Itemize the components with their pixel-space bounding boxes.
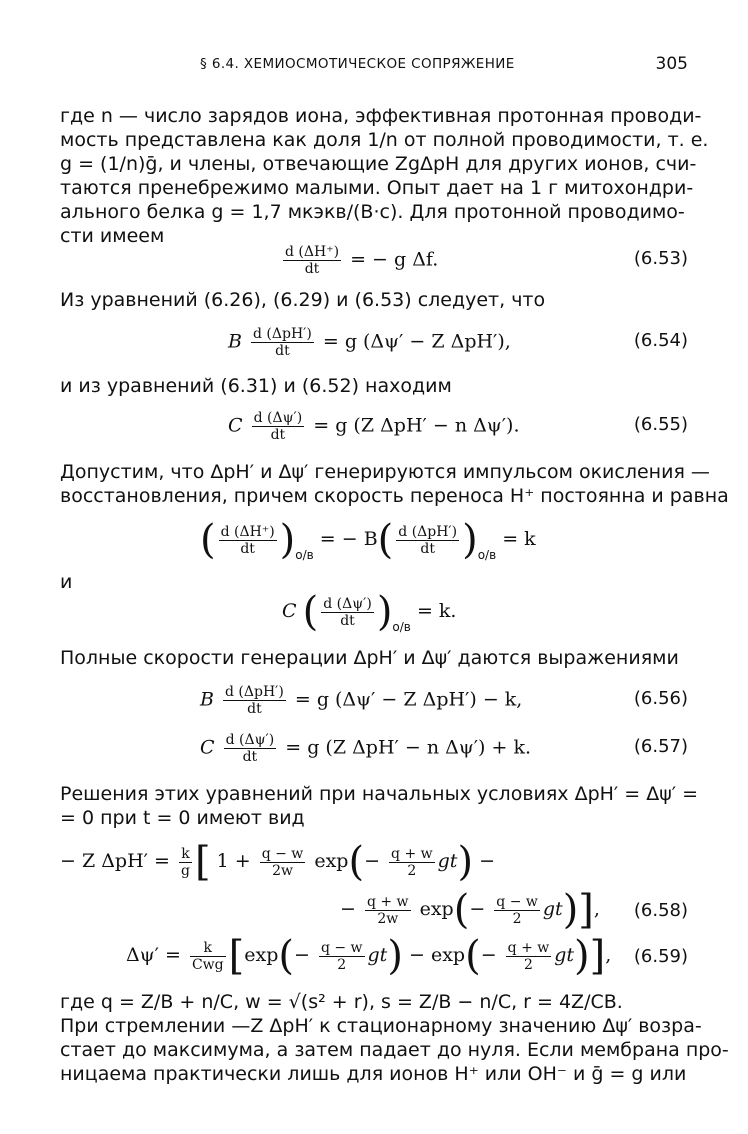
equation-6-59: Δψ′ = $\frac{k}{\text{Cwg}}$ [exp(− $\frac{q - w}{2}$ gt) − exp(− $\frac{q + w}{2}$ gt)], (6.59) (126, 933, 688, 979)
text-line: восстановления, причем скорость переноса H⁺ постоянна и равна (60, 485, 729, 507)
text-line: = 0 при t = 0 имеют вид (60, 807, 305, 829)
fraction: $\frac{q + w}{2w}$ (366, 893, 409, 927)
paragraph-5 (60, 646, 688, 670)
text-line: ницаема практически лишь для ионов H⁺ или OH⁻ и ḡ = g или (60, 1063, 687, 1085)
fraction: $\frac{q - w}{2}$ (496, 893, 538, 927)
fraction: $\frac{q + w}{2}$ (391, 845, 433, 879)
equation-6-56: B $\frac{\text{d (ΔpH′)}}{dt}$ = g (Δψ′ − Z ΔpH′) − k, (6.56) (200, 684, 688, 717)
text-line: Из уравнений (6.26), (6.29) и (6.53) следует, что (60, 289, 546, 311)
fraction: $\frac{d (\Delta\psi')}{dt}$ (253, 410, 303, 443)
connector-word: и (60, 571, 73, 593)
fraction: $\frac{d (\Delta H^+)}{dt}$ (220, 523, 275, 557)
equation-6-58-line1: − Z ΔpH′ = $\frac{k}{g}$ [ 1 + $\frac{q - w}{2w}$ exp(− $\frac{q + w}{2}$ gt) − (60, 839, 496, 885)
text-line: g = (1/n)ḡ, и члены, отвечающие ZgΔpH для других ионов, счи- (60, 153, 697, 175)
equation-number: (6.54) (633, 330, 688, 351)
text-line: ального белка g = 1,7 мкэкв/(В·с). Для протонной проводимо- (60, 201, 685, 223)
equation-number: (6.56) (633, 688, 688, 709)
paragraph-6 (60, 782, 699, 830)
fraction: $\frac{d (\Delta\psi')}{dt}$ (323, 595, 372, 629)
equation-6-54: B $\frac{\text{d (ΔpH′)}}{dt}$ = g (Δψ′ − Z ΔpH′), (6.54) (228, 326, 688, 359)
equation-number: (6.59) (633, 946, 688, 967)
equation-ob-1: ( $\frac{d (\Delta H^+)}{dt}$ )$_{о/в}$ = − B( $\frac{\text{d (ΔpH′)}}{dt}$ )$_{о/в} = k$ (200, 517, 536, 563)
text-line: таются пренебрежимо малыми. Опыт дает на 1 г митохондри- (60, 177, 694, 199)
fraction: $\frac{\text{d (ΔpH′)}}{dt}$ (253, 326, 312, 359)
fraction: $\frac{\text{d (ΔpH′)}}{dt}$ (398, 523, 458, 557)
equation-number: (6.58) (633, 900, 688, 921)
text-line: Решения этих уравнений при начальных условиях ΔpH′ = Δψ′ = (60, 783, 699, 805)
fraction: $\frac{d (\Delta H^+)}{dt}$ (285, 244, 340, 277)
paragraph-2 (60, 288, 688, 312)
text-line: При стремлении —Z ΔpH′ к стационарному значению Δψ′ возра- (60, 1015, 702, 1037)
equation-6-55: C $\frac{d (\Delta\psi')}{dt}$ = g (Z ΔpH′ − n Δψ′). (6.55) (228, 410, 688, 443)
text-line: сти имеем (60, 225, 165, 247)
equation-number: (6.55) (633, 414, 688, 435)
paragraph-1 (60, 104, 709, 248)
fraction: $\frac{k}{g}$ (180, 845, 190, 879)
fraction: $\frac{d (\Delta\psi')}{dt}$ (225, 732, 275, 765)
equation-ob-2: C ( $\frac{d (\Delta\psi')}{dt}$ )$_{о/в} = k$. (282, 589, 457, 635)
equation-6-58-line2: − $\frac{q + w}{2w}$ exp(− $\frac{q - w}{2}$ gt)], (6.58) (340, 887, 688, 933)
fraction: $\frac{q - w}{2w}$ (261, 845, 304, 879)
text-line: стает до максимума, а затем падает до нуля. Если мембрана про- (60, 1039, 729, 1061)
paragraph-7 (60, 990, 729, 1086)
text-line: где q = Z/B + n/C, w = √(s² + r), s = Z/B − n/C, r = 4Z/CB. (60, 991, 623, 1013)
fraction: $\frac{q - w}{2}$ (320, 939, 363, 973)
equation-6-57: C $\frac{d (\Delta\psi')}{dt}$ = g (Z ΔpH′ − n Δψ′) + k. (6.57) (200, 732, 688, 765)
text-line: Полные скорости генерации ΔpH′ и Δψ′ даются выражениями (60, 647, 679, 669)
section-title: § 6.4. ХЕМИОСМОТИЧЕСКОЕ СОПРЯЖЕНИЕ (200, 56, 515, 72)
page-number: 305 (655, 54, 688, 74)
equation-6-53: $\frac{d (\Delta H^+)}{dt}$ = − g Δf. (6.53) (285, 244, 688, 277)
text-line: и из уравнений (6.31) и (6.52) находим (60, 375, 452, 397)
fraction: $\frac{q + w}{2}$ (507, 939, 550, 973)
equation-number: (6.53) (633, 248, 688, 269)
fraction: $\frac{\text{d (ΔpH′)}}{dt}$ (225, 684, 284, 717)
fraction: $\frac{k}{\text{Cwg}}$ (191, 939, 224, 973)
paragraph-4 (60, 460, 729, 508)
paragraph-3 (60, 374, 688, 398)
equation-number: (6.57) (633, 736, 688, 757)
text-line: Допустим, что ΔpH′ и Δψ′ генерируются импульсом окисления — (60, 461, 710, 483)
running-header (60, 56, 688, 78)
text-line: где n — число зарядов иона, эффективная протонная проводи- (60, 105, 702, 127)
text-line: мость представлена как доля 1/n от полной проводимости, т. е. (60, 129, 709, 151)
